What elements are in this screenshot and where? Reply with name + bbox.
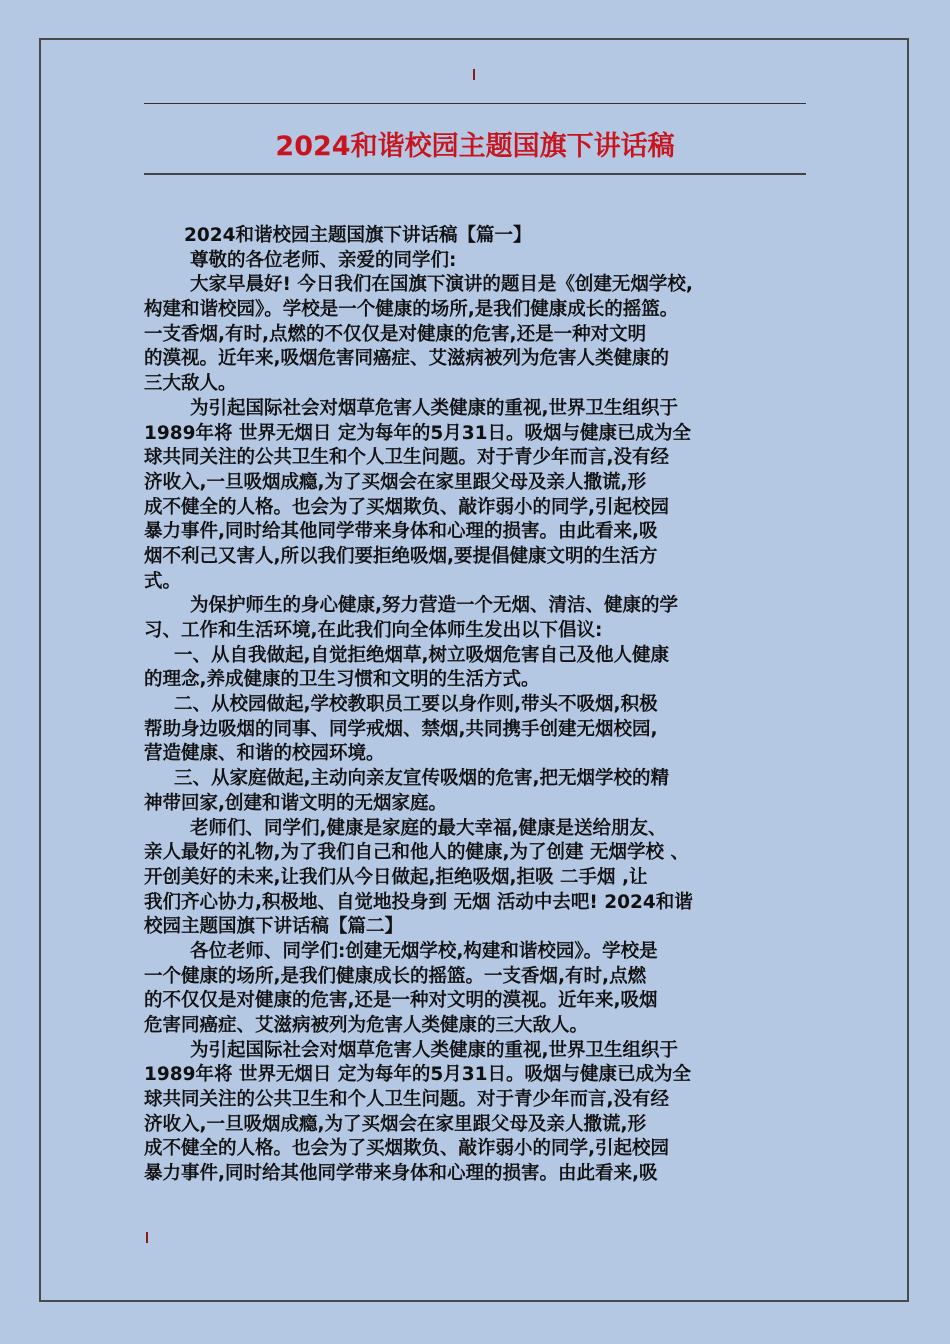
title-underline <box>144 173 806 175</box>
body-line: 为引起国际社会对烟草危害人类健康的重视,世界卫生组织于 <box>190 397 679 419</box>
body-line: 习、工作和生活环境,在此我们向全体师生发出以下倡议: <box>144 620 603 641</box>
body-line: 成不健全的人格。也会为了买烟欺负、敲诈弱小的同学,引起校园 <box>144 496 670 518</box>
header-mark <box>473 69 475 80</box>
body-line: 为保护师生的身心健康,努力营造一个无烟、清洁、健康的学 <box>190 595 679 617</box>
header-rule <box>144 103 806 104</box>
body-line: 式。 <box>144 570 182 592</box>
body-line: 二、从校园做起,学校教职员工要以身作则,带头不吸烟,积极 <box>174 694 658 716</box>
body-line: 的理念,养成健康的卫生习惯和文明的生活方式。 <box>144 669 540 691</box>
body-line: 帮助身边吸烟的同事、同学戒烟、禁烟,共同携手创建无烟校园, <box>144 718 658 740</box>
body-line: 神带回家,创建和谐文明的无烟家庭。 <box>144 792 448 814</box>
body-line: 一支香烟,有时,点燃的不仅仅是对健康的危害,还是一种对文明 <box>144 323 647 345</box>
footer-mark <box>146 1232 148 1243</box>
body-line: 危害同癌症、艾滋病被列为危害人类健康的三大敌人。 <box>144 1015 589 1036</box>
body-line: 亲人最好的礼物,为了我们自己和他人的健康,为了创建 无烟学校 、 <box>144 842 689 864</box>
body-line: 济收入,一旦吸烟成瘾,为了买烟会在家里跟父母及亲人撒谎,形 <box>144 1113 647 1135</box>
body-line: 老师们、同学们,健康是家庭的最大幸福,健康是送给朋友、 <box>190 817 667 839</box>
body-line: 为引起国际社会对烟草危害人类健康的重视,世界卫生组织于 <box>190 1039 679 1061</box>
body-line: 校园主题国旗下讲话稿【篇二】 <box>144 916 404 938</box>
body-line: 构建和谐校园》。学校是一个健康的场所,是我们健康成长的摇篮。 <box>144 299 679 321</box>
body-line: 暴力事件,同时给其他同学带来身体和心理的损害。由此看来,吸 <box>144 1163 658 1185</box>
body-line: 一个健康的场所,是我们健康成长的摇篮。一支香烟,有时,点燃 <box>144 965 647 987</box>
body-line: 球共同关注的公共卫生和个人卫生问题。对于青少年而言,没有经 <box>144 447 670 469</box>
body-line: 开创美好的未来,让我们从今日做起,拒绝吸烟,拒吸 二手烟 ,让 <box>144 866 648 888</box>
document-title: 2024和谐校园主题国旗下讲话稿 <box>275 131 675 162</box>
body-line: 暴力事件,同时给其他同学带来身体和心理的损害。由此看来,吸 <box>144 521 658 543</box>
body-line: 三大敌人。 <box>144 373 237 395</box>
body-line: 一、从自我做起,自觉拒绝烟草,树立吸烟危害自己及他人健康 <box>174 644 670 666</box>
body-line: 营造健康、和谐的校园环境。 <box>144 743 385 765</box>
body-line: 烟不利己又害人,所以我们要拒绝吸烟,要提倡健康文明的生活方 <box>144 545 658 567</box>
body-line: 1989年将 世界无烟日 定为每年的5月31日。吸烟与健康已成为全 <box>144 1064 691 1086</box>
body-line: 球共同关注的公共卫生和个人卫生问题。对于青少年而言,没有经 <box>144 1089 670 1111</box>
body-line: 济收入,一旦吸烟成瘾,为了买烟会在家里跟父母及亲人撒谎,形 <box>144 471 647 493</box>
body-line: 的漠视。近年来,吸烟危害同癌症、艾滋病被列为危害人类健康的 <box>144 348 670 370</box>
document-body <box>144 224 809 1187</box>
body-line: 各位老师、同学们:创建无烟学校,构建和谐校园》。学校是 <box>190 940 658 962</box>
body-line: 2024和谐校园主题国旗下讲话稿【篇一】 <box>184 225 532 246</box>
body-line: 1989年将 世界无烟日 定为每年的5月31日。吸烟与健康已成为全 <box>144 422 691 444</box>
body-line: 尊敬的各位老师、亲爱的同学们: <box>190 249 457 271</box>
body-line: 大家早晨好! 今日我们在国旗下演讲的题目是《创建无烟学校, <box>190 274 693 296</box>
body-line: 成不健全的人格。也会为了买烟欺负、敲诈弱小的同学,引起校园 <box>144 1138 670 1160</box>
body-line: 的不仅仅是对健康的危害,还是一种对文明的漠视。近年来,吸烟 <box>144 990 658 1012</box>
body-line: 三、从家庭做起,主动向亲友宣传吸烟的危害,把无烟学校的精 <box>174 768 670 790</box>
body-line: 我们齐心协力,积极地、自觉地投身到 无烟 活动中去吧! 2024和谐 <box>144 891 693 913</box>
